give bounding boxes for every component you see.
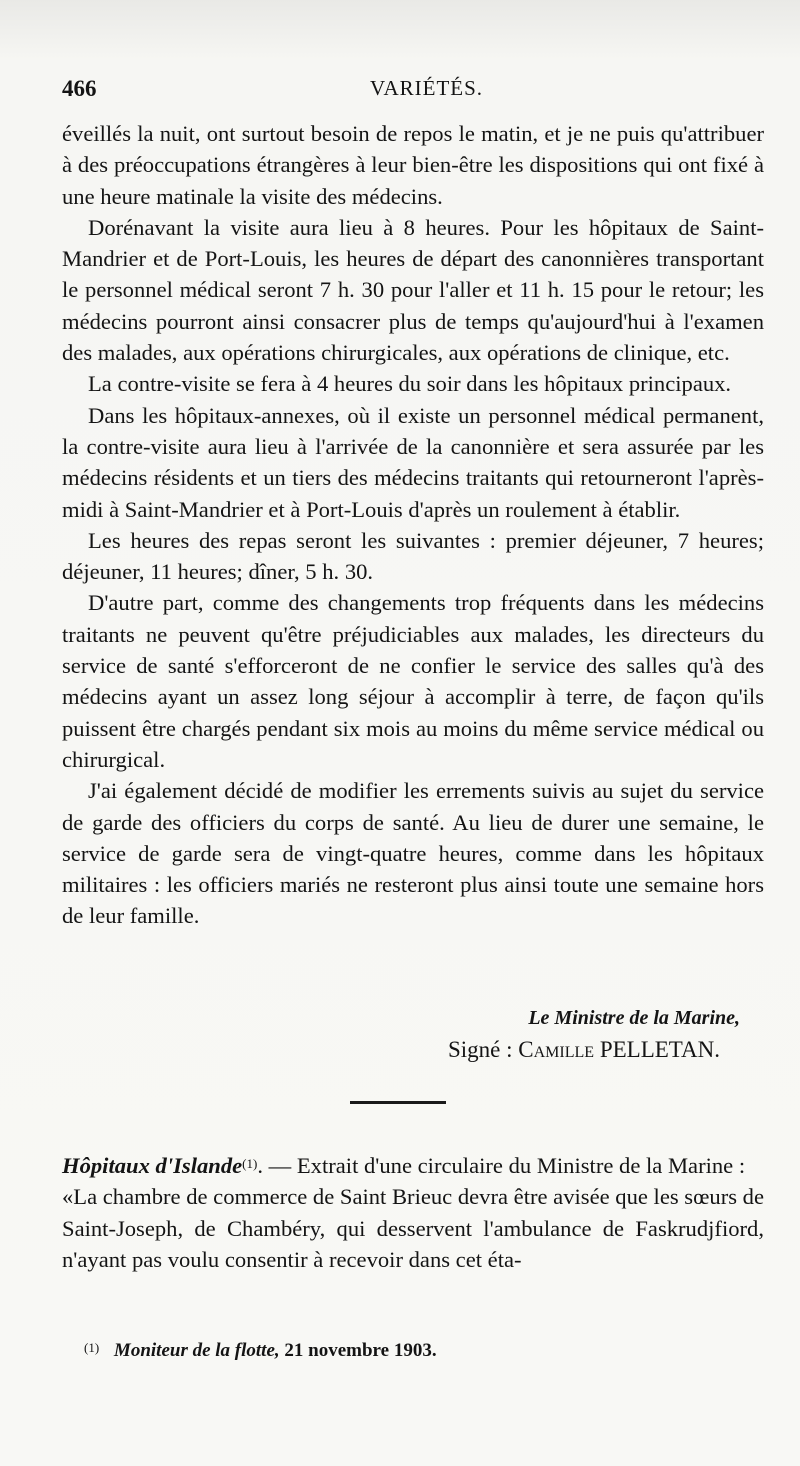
paragraph: éveillés la nuit, ont surtout besoin de repos le matin, et je ne puis qu'attribuer à des préoccupations étrangères à leur bien-être les dispositions qui ont fixé à une heure matinale la visite des médecins. [62, 121, 764, 209]
signer-last-name: PELLETAN. [599, 1037, 720, 1062]
paragraph: J'ai également décidé de modifier les errements suivis au sujet du service de garde des officiers du corps de santé. Au lieu de durer une semaine, le service de garde sera de vingt-quatre heures, comme dans les hôpitaux militaires : les officiers mariés ne resteront plus ainsi toute une semaine hors de leur famille. [62, 778, 764, 929]
footnote-mark: (1) [84, 1340, 100, 1355]
section-text [62, 1150, 764, 1275]
paragraph: D'autre part, comme des changements trop fréquents dans les médecins traitants ne peuvent qu'être préjudiciables aux malades, les directeurs du service de santé s'efforceront de ne confier le service des salles qu'à des médecins ayant un assez long séjour à accomplir à terre, de façon qu'ils puissent être chargés pendant six mois au moins du même service médical ou chirurgical. [62, 590, 764, 772]
section-divider [350, 1101, 446, 1104]
section-lead-text: . — Extrait d'une circulaire du Ministre de la Marine : [257, 1153, 746, 1178]
quoted-circular: «La chambre de commerce de Saint Brieuc devra être avisée que les sœurs de Saint-Joseph, de Chambéry, qui desservent l'ambulance de Faskrudjfiord, n'ayant pas voulu consentir à recevoir dans cet éta- [62, 1184, 764, 1272]
section-lead [62, 1150, 764, 1181]
footnote-date: 21 novembre 1903. [284, 1340, 437, 1361]
running-head: VARIÉTÉS. [370, 76, 484, 100]
footnote [84, 1340, 437, 1362]
signed-prefix: Signé : [448, 1037, 513, 1062]
paragraph: Les heures des repas seront les suivantes : premier déjeuner, 7 heures; déjeuner, 11 heures; dîner, 5 h. 30. [62, 527, 764, 585]
footnote-reference: (1) [242, 1156, 258, 1171]
paragraph: La contre-visite se fera à 4 heures du soir dans les hôpitaux principaux. [88, 371, 732, 397]
page-header [62, 72, 760, 108]
paragraph: Dorénavant la visite aura lieu à 8 heures. Pour les hôpitaux de Saint-Mandrier et de Port-Louis, les heures de départ des canonnières transportant le personnel médical seront 7 h. 30 pour l'aller et 11 h. 15 pour le retour; les médecins pourront ainsi consacrer plus de temps qu'aujourd'hui à l'examen des malades, aux opérations chirurgicales, aux opérations de clinique, etc. [62, 214, 764, 366]
paragraph: Dans les hôpitaux-annexes, où il existe un personnel médical permanent, la contre-visite aura lieu à l'arrivée de la canonnière et sera assurée par les médecins résidents et un tiers des médecins traitants qui retourneront l'après-midi à Saint-Mandrier et à Port-Louis d'après un roulement à établir. [62, 402, 764, 522]
signer-first-name: Camille [518, 1037, 595, 1062]
main-text [62, 118, 764, 932]
footnote-source: Moniteur de la flotte, [113, 1340, 280, 1361]
signature-role: Le Ministre de la Marine, [528, 1007, 740, 1029]
page-number: 466 [62, 76, 97, 101]
section-heading: Hôpitaux d'Islande [62, 1153, 243, 1178]
signature-name [448, 1037, 720, 1063]
